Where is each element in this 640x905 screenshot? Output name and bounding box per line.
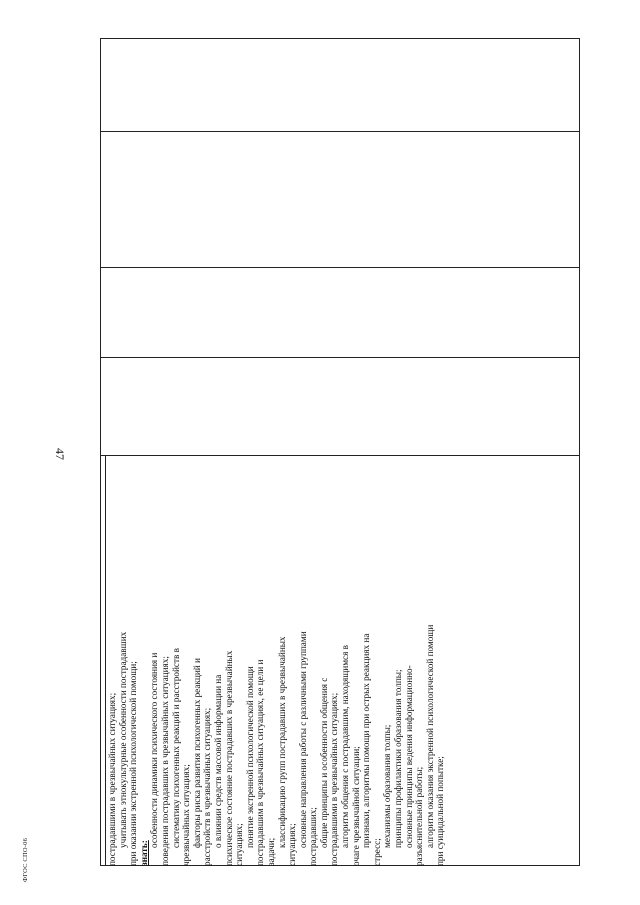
text-line: систематику психогенных реакций и расстройств в: [170, 648, 181, 848]
text-line: ситуациях;: [287, 823, 298, 866]
text-line: психическое состояние пострадавших в чрезвычайных: [223, 650, 234, 866]
text-line: чрезвычайных ситуациях;: [181, 764, 192, 866]
text-line: пострадавшим в чрезвычайных ситуациях, ее цели и: [255, 659, 266, 866]
text-line: поведения пострадавших в чрезвычайных ситуациях;: [159, 656, 170, 866]
text-line: механизмы образования толпы;: [382, 724, 393, 848]
text-line: классификацию групп пострадавших в чрезвычайных: [276, 636, 287, 848]
text-line: основные принципы ведения информационно-: [403, 665, 414, 848]
competency-text: [107, 456, 579, 866]
text-line: признаки, алгоритмы помощи при острых реакциях на: [361, 633, 372, 848]
text-line: факторы риска развития психогенных реакций и: [191, 658, 202, 848]
text-line: основные направления работы с различными группами: [297, 631, 308, 848]
table: [100, 38, 580, 866]
text-line: стресс;: [371, 838, 382, 866]
text-line: общие принципы и особенности общения с: [318, 677, 329, 848]
column-divider: [105, 455, 106, 865]
text-line: понятие экстренной психологической помощи: [244, 666, 255, 848]
row-divider: [101, 267, 579, 268]
competency-text-cell: [107, 456, 579, 866]
text-line: пострадавшими в чрезвычайных ситуациях;: [107, 692, 117, 866]
text-line: принципы профилактики образования толпы;: [393, 669, 404, 848]
text-line: пострадавших;: [308, 807, 319, 866]
text-line: задачи;: [265, 837, 276, 866]
text-line: алгоритм оказания экстренной психологической помощи: [424, 624, 435, 848]
text-line: очаге чрезвычайной ситуации;: [350, 746, 361, 866]
text-line: знать:: [138, 840, 149, 866]
text-line: ситуациях;: [234, 823, 245, 866]
text-line: расстройств в чрезвычайных ситуациях;: [202, 707, 213, 866]
text-line: о влиянии средств массовой информации на: [212, 674, 223, 848]
text-line: алгоритм общения с пострадавшим, находящимся в: [340, 645, 351, 848]
text-line: разъяснительной работы;: [414, 766, 425, 866]
text-line: особенности динамики психического состояния и: [149, 652, 160, 848]
row-divider: [101, 131, 579, 132]
text-line: пострадавшими в чрезвычайных ситуациях;: [329, 692, 340, 866]
text-line: при суицидальной попытке;: [435, 756, 446, 866]
page-number: 47: [53, 448, 67, 460]
text-line: при оказании экстренной психологической помощи;: [128, 661, 139, 866]
row-divider: [101, 357, 579, 358]
footer-code: ФГОС СПО-06: [22, 837, 29, 883]
text-line: учитывать этнокультурные особенности пострадавших: [117, 631, 128, 848]
